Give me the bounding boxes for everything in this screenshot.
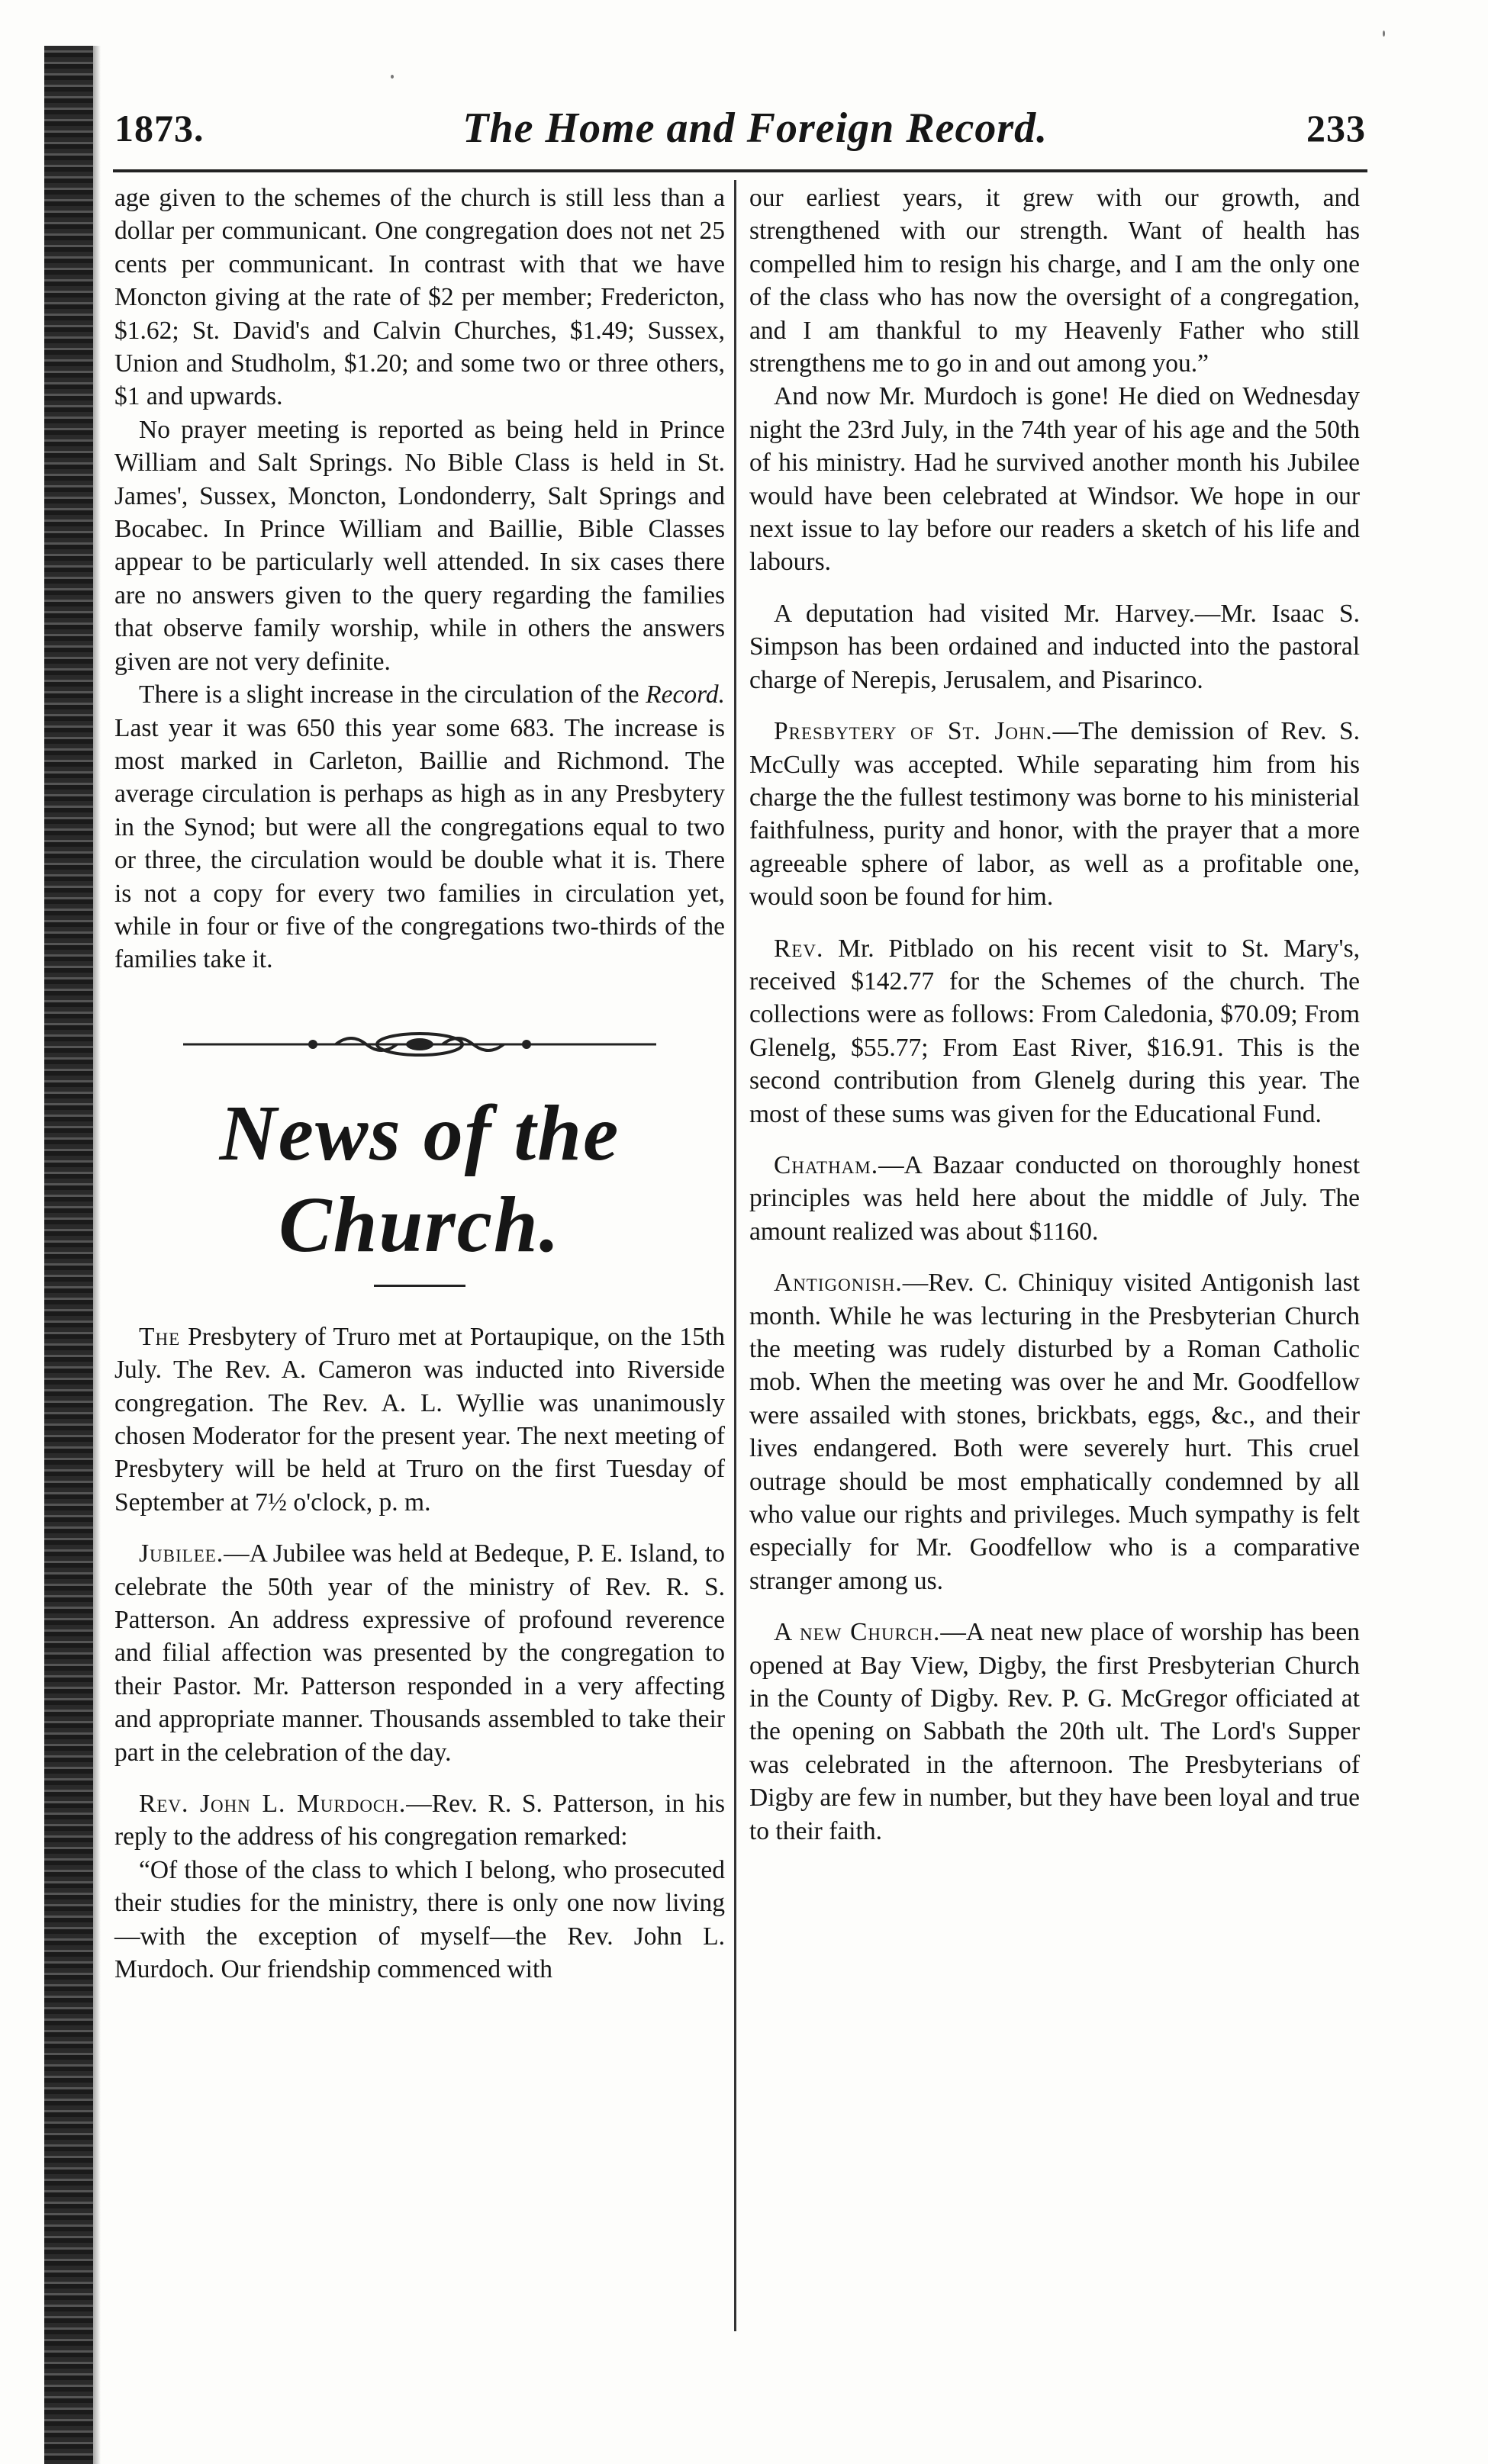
right-column (749, 182, 1360, 1848)
text-run: —Rev. C. Chiniquy visited Antigonish last month. While he was lecturing in the Presbyterian Church the meeting was rudely disturbed by a Roman Catholic mob. When the meeting was over he and Mr. Goodfellow were assailed with stones, brickbats, eggs, &c., and their lives endangered. Both were severely hurt. This cruel outrage should be most emphatically condemned by all who value our rights and privileges. Much sympathy is felt especially for Mr. Goodfellow who is a comparative stranger among us. (749, 1269, 1360, 1595)
paragraph-prayer-meetings: No prayer meeting is reported as being held in Prince William and Salt Springs. No Bible Class is held in St. James', Sussex, Moncton, Londonderry, Salt Springs and Bocabec. In Prince William and Baillie, Bible Classes appear to be particularly well attended. In six cases there are no answers given to the query regarding the families that observe family worship, while in others the answers given are not very definite. (114, 415, 725, 676)
text-run: Mr. Pitblado on his recent visit to St. Mary's, received $142.77 for the Schemes of the church. The collections were as follows: From Caledonia, $70.09; From Glenelg, $55.77; From East River, $16.91. This is the second contribution from Glenelg during this year. The most of these sums was given for the Educational Fund. (749, 934, 1360, 1128)
record-italic: Record. (646, 680, 725, 709)
text-run: —A neat new place of worship has been opened at Bay View, Digby, the first Presbyterian Church in the County of Digby. Rev. P. G. McGregor officiated at the opening on Sabbath the 20th ult. The Lord's Supper was celebrated in the afternoon. The Presbyterians of Digby are few in number, but they have been loyal and true to their faith. (749, 1618, 1360, 1845)
paragraph-pitblado (749, 932, 1360, 1131)
paragraph-antigonish (749, 1266, 1360, 1597)
print-speck (391, 75, 394, 79)
paragraph-chatham (749, 1149, 1360, 1248)
paragraph-jubilee (114, 1537, 725, 1769)
text-run: There is a slight increase in the circulation of the (139, 680, 646, 709)
paragraph-murdoch-death: And now Mr. Murdoch is gone! He died on Wednesday night the 23rd July, in the 74th year of his age and the 50th of his ministry. Had he survived another month his Jubilee would have been celebrated at Windsor. We hope in our next issue to lay before our readers a sketch of his life and labours. (749, 382, 1360, 577)
ornament-flourish-icon (176, 1029, 664, 1060)
lead-in: Chatham. (774, 1150, 879, 1179)
text-run: —A Jubilee was held at Bedeque, P. E. Island, to celebrate the 50th year of the ministry of Rev. R. S. Patterson. An address expressive of profound reverence and filial affection was presented by the congregation to their Pastor. Mr. Patterson responded in a very affecting and appropriate manner. Thousands assembled to take their part in the celebration of the day. (114, 1539, 725, 1767)
page-number: 233 (1306, 107, 1366, 150)
text-run: —The demission of Rev. S. McCully was accepted. While separating him from his charge the the fullest testimony was borne to his ministerial faithfulness, purity and honor, with the prayer that a more agreeable sphere of labor, as well as a profitable one, would soon be found for him. (749, 717, 1360, 912)
text-run: Last year it was 650 this year some 683. The increase is most marked in Carleton, Baillie and Richmond. The average circulation is perhaps as high as in any Presbytery in the Synod; but were all the congregations equal to two or three, the circulation would be double what it is. There is not a copy for every two families in circulation yet, while in four or five of the congregations two-thirds of the families take it. (114, 713, 725, 974)
publication-title: The Home and Foreign Record. (462, 105, 1048, 152)
column-divider (734, 180, 736, 2331)
paragraph-murdoch (114, 1787, 725, 1854)
header-rule (113, 169, 1367, 172)
paragraph-quote-continued: our earliest years, it grew with our growth, and strengthened with our strength. Want of health has compelled him to resign his charge, and I am the only one of the class who has now the oversight of a congregation, and I am thankful to my Heavenly Father who still strengthens me to go in and out among you.” (749, 184, 1360, 378)
section-heading: News of the Church. (219, 1089, 620, 1269)
paragraph-new-church (749, 1616, 1360, 1848)
running-header (114, 90, 1366, 166)
lead-in: A new Church. (774, 1618, 941, 1647)
lead-in: Presbytery of St. John. (774, 717, 1053, 746)
left-column (114, 182, 725, 1986)
lead-in: Antigonish. (774, 1269, 903, 1298)
book-binding-edge (44, 46, 93, 2464)
paragraph-murdoch-quote: “Of those of the class to which I belong, who prosecuted their studies for the ministry, there is only one now living—with the exception of myself—the Rev. John L. Murdoch. Our friendship commenced with (114, 1855, 725, 1984)
ornamental-divider (114, 1021, 725, 1068)
text-run: —Rev. R. S. Patterson, in his reply to the address of his congregation remarked: (114, 1790, 726, 1851)
header-year: 1873. (114, 107, 205, 150)
text-run: Presbytery of Truro met at Portaupique, on the 15th July. The Rev. A. Cameron was inducted into Riverside congregation. The Rev. A. L. Wyllie was unanimously chosen Moderator for the present year. The next meeting of Presbytery will be held at Truro on the first Tuesday of September at 7½ o'clock, p. m. (114, 1322, 725, 1517)
heading-rule (374, 1285, 465, 1287)
lead-in: Jubilee. (139, 1539, 224, 1568)
lead-in: Rev. (774, 934, 824, 963)
print-speck (1383, 31, 1385, 37)
lead-in: Rev. John L. Murdoch. (139, 1790, 407, 1819)
text-run: —A Bazaar conducted on thoroughly honest principles was held here about the middle of July. The amount realized was about $1160. (749, 1150, 1360, 1246)
paragraph-giving-rates: age given to the schemes of the church is still less than a dollar per communicant. One congregation does not net 25 cents per communicant. In contrast with that we have Moncton giving at the rate of $2 per member; Fredericton, $1.62; St. David's and Calvin Churches, $1.49; Sussex, Union and Studholm, $1.20; and some two or three others, $1 and upwards. (114, 184, 725, 411)
lead-in: The (139, 1322, 181, 1351)
paragraph-deputation: A deputation had visited Mr. Harvey.—Mr. Isaac S. Simpson has been ordained and inducted into the pastoral charge of Nerepis, Jerusalem, and Pisarinco. (749, 599, 1360, 694)
paragraph-record-circulation (114, 678, 725, 976)
paragraph-st-john-presbytery (749, 715, 1360, 913)
paragraph-truro-presbytery (114, 1320, 725, 1519)
